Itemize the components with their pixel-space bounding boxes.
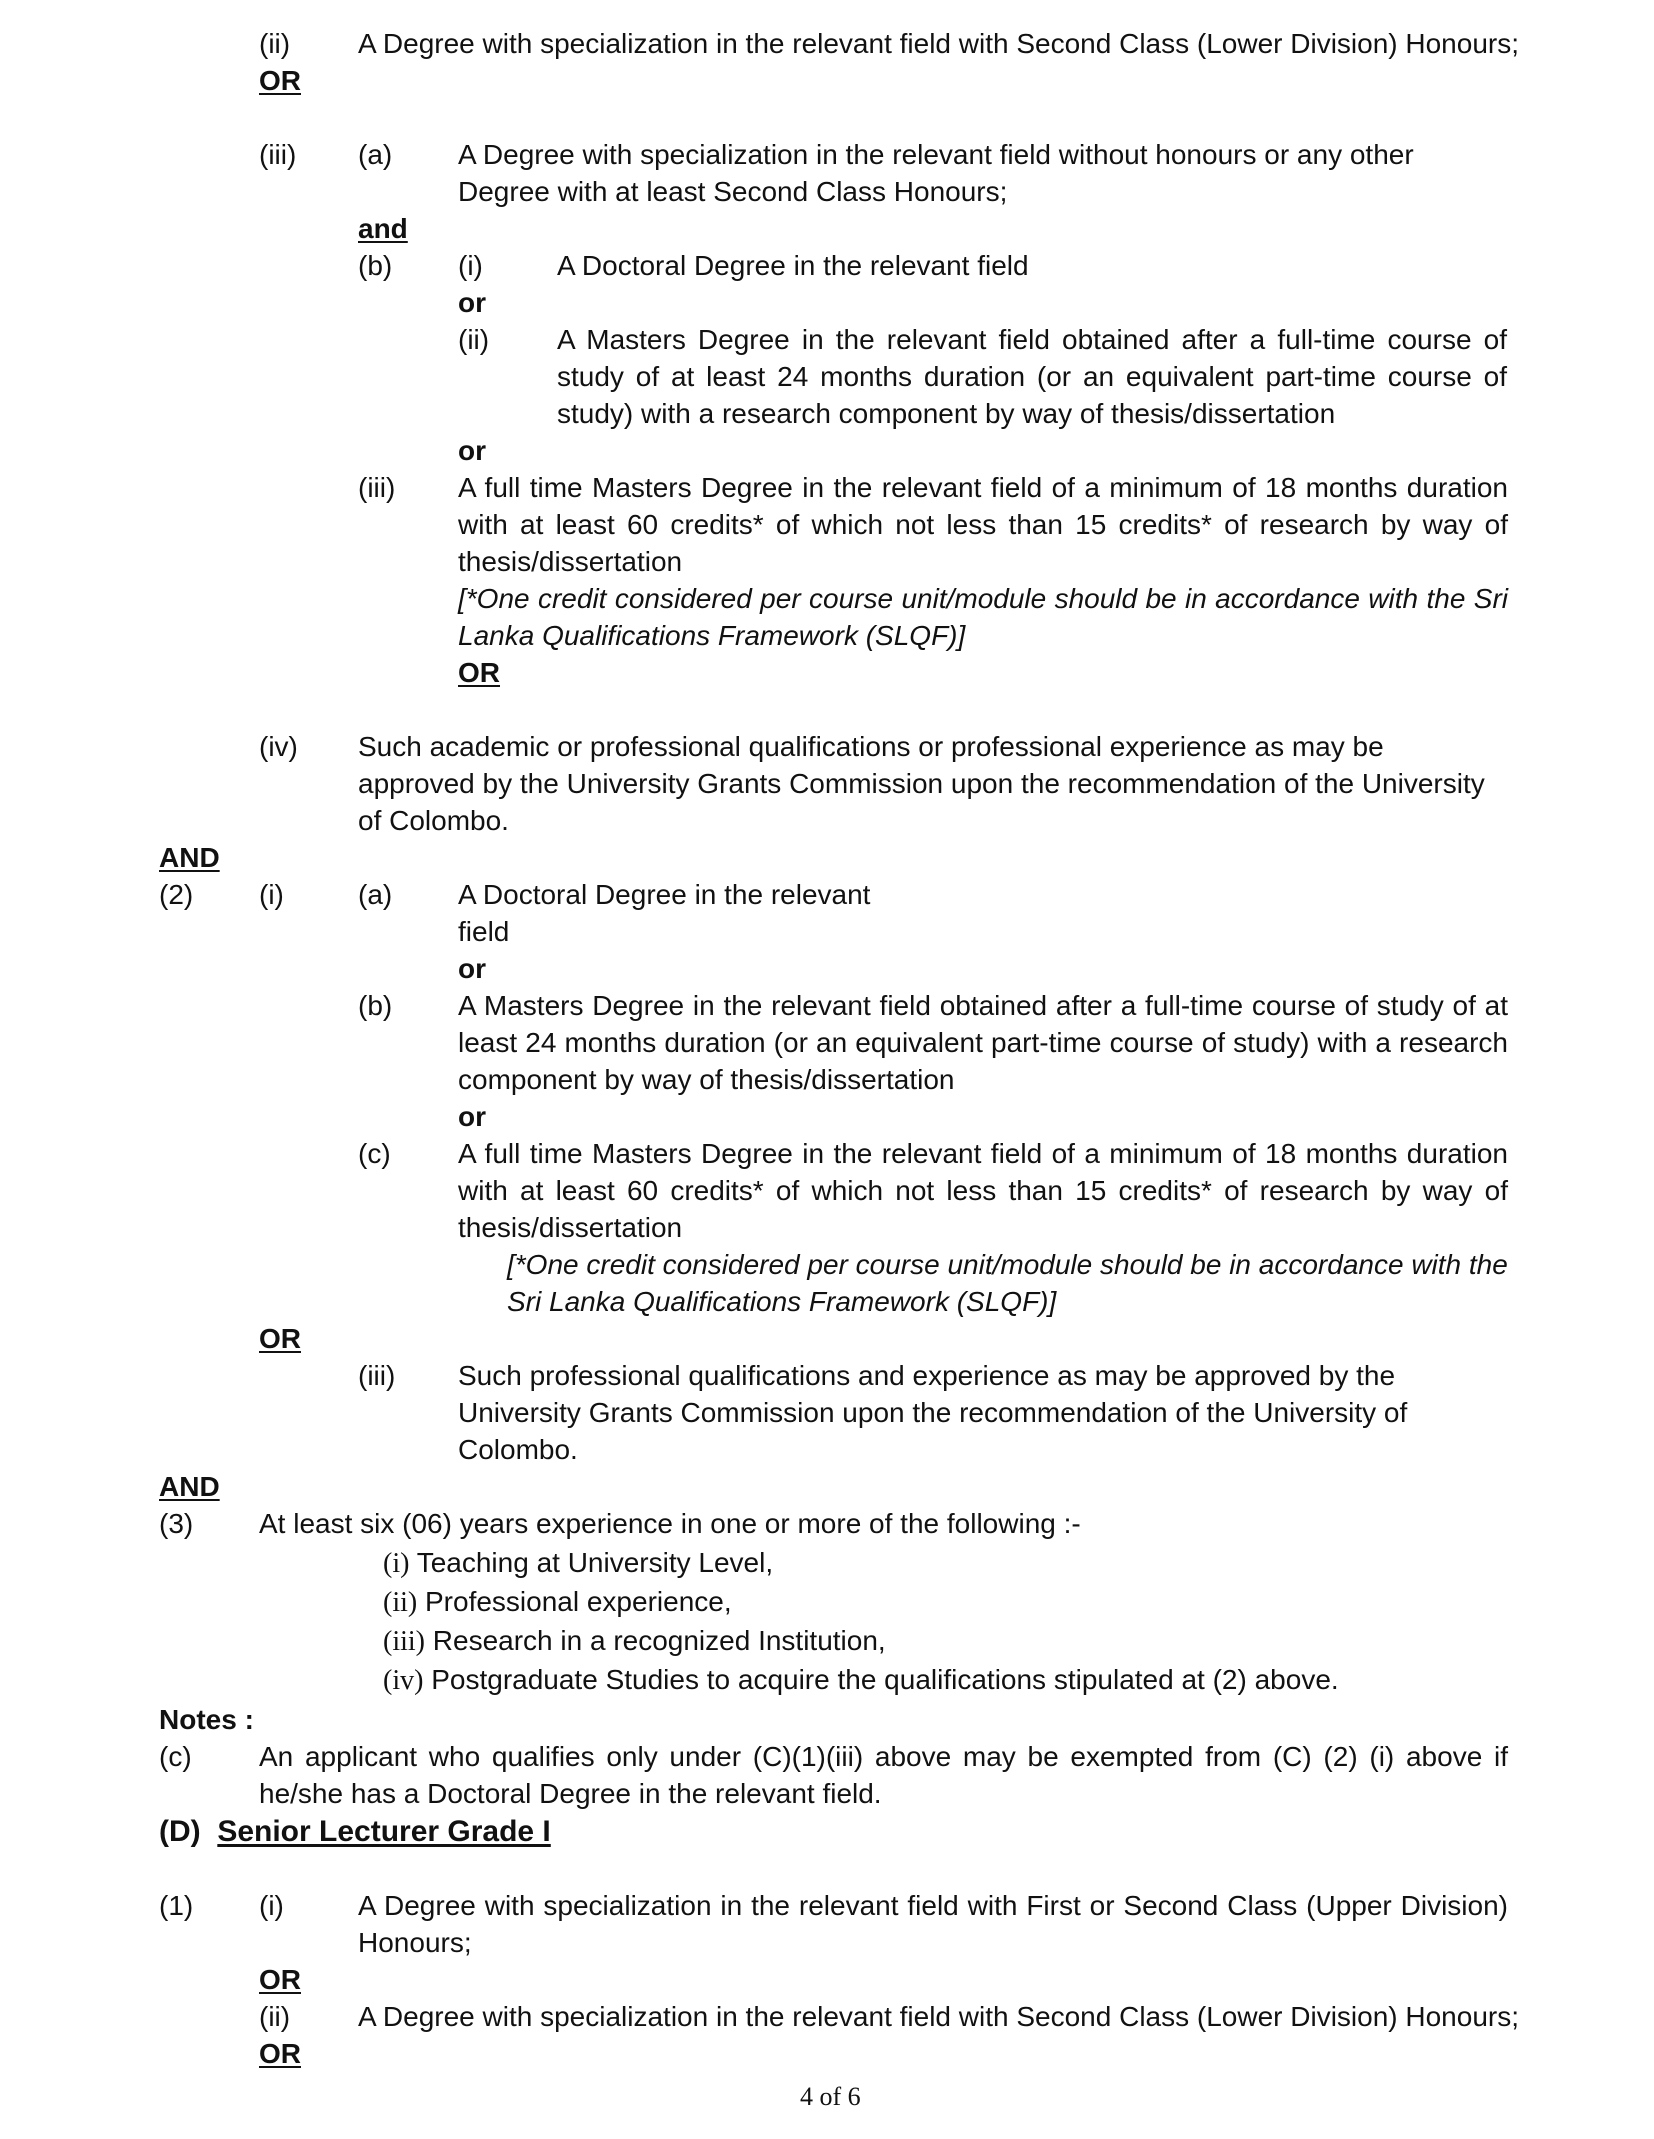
note-c-number: (c): [159, 1741, 192, 1772]
section-d-title: Senior Lecturer Grade I: [217, 1815, 551, 1848]
notes-label: Notes :: [159, 1704, 254, 1735]
section-d-ii-text: A Degree with specialization in the relevant field with Second Class (Lower Division) Honours;: [358, 2001, 1520, 2032]
credit-note: [*One credit considered per course unit/module should be in accordance with the Sri Lanka Qualifications Framework (SLQF)]: [507, 1249, 1508, 1317]
item-iii-a-text: A Degree with specialization in the relevant field without honours or any other Degree with at least Second Class Honours;: [458, 139, 1414, 207]
experience-list-item: (iii) Research in a recognized Institution,: [383, 1625, 886, 1657]
or-connector: OR: [259, 65, 301, 96]
section-2-a-text: A Doctoral Degree in the relevant: [458, 879, 871, 910]
section-d-i-text: A Degree with specialization in the relevant field with First or Second Class (Upper Division) Honours;: [358, 1890, 1508, 1958]
and-connector: AND: [159, 842, 220, 873]
or-small-connector: or: [458, 1101, 486, 1132]
section-2-c-text: A full time Masters Degree in the relevant field of a minimum of 18 months duration with at least 60 credits* of which not less than 15 credits* of research by way of thesis/dissertation: [458, 1138, 1508, 1243]
section-3-text: At least six (06) years experience in one or more of the following :-: [259, 1508, 1081, 1539]
section-2-iii-number: (iii): [358, 1360, 396, 1391]
credit-note: [*One credit considered per course unit/module should be in accordance with the Sri Lanka Qualifications Framework (SLQF)]: [458, 583, 1508, 651]
or-connector: OR: [259, 2038, 301, 2069]
section-2-iii-text: Such professional qualifications and experience as may be approved by the University Grants Commission upon the recommendation of the University of Colombo.: [458, 1360, 1408, 1465]
note-c-text: An applicant who qualifies only under (C)(1)(iii) above may be exempted from (C) (2) (i) above if he/she has a Doctoral Degree in the relevant field.: [259, 1741, 1508, 1809]
item-b-i-text: A Doctoral Degree in the relevant field: [557, 250, 1029, 281]
section-2-i-number: (i): [259, 879, 284, 910]
page-number: 4 of 6: [800, 2082, 861, 2111]
section-3-number: (3): [159, 1508, 194, 1539]
and-connector: and: [358, 213, 408, 244]
section-d-ii-number: (ii): [259, 2001, 291, 2032]
or-small-connector: or: [458, 435, 486, 466]
section-2-b-number: (b): [358, 990, 393, 1021]
item-ii-text: A Degree with specialization in the relevant field with Second Class (Lower Division) Honours;: [358, 28, 1520, 59]
section-2-a-text-cont: field: [458, 916, 510, 947]
section-2-c-number: (c): [358, 1138, 391, 1169]
item-b-iii-number: (iii): [358, 472, 396, 503]
section-2-number: (2): [159, 879, 194, 910]
or-small-connector: or: [458, 287, 486, 318]
section-2-a-number: (a): [358, 879, 393, 910]
item-iv-text: Such academic or professional qualifications or professional experience as may be approved by the University Grants Commission upon the recommendation of the University of Colombo.: [358, 731, 1485, 836]
item-b-ii-text: A Masters Degree in the relevant field obtained after a full-time course of study of at least 24 months duration (or an equivalent part-time course of study) with a research component by way of thesis/dissertation: [557, 324, 1507, 429]
or-connector: OR: [259, 1323, 301, 1354]
item-b-ii-number: (ii): [458, 324, 490, 355]
and-connector: AND: [159, 1471, 220, 1502]
item-iii-b-number: (b): [358, 250, 393, 281]
item-iv-number: (iv): [259, 731, 298, 762]
section-2-b-text: A Masters Degree in the relevant field obtained after a full-time course of study of at least 24 months duration (or an equivalent part-time course of study) with a research component by way of thesis/dissertation: [458, 990, 1508, 1095]
experience-list-item: (ii) Professional experience,: [383, 1586, 732, 1618]
item-ii-number: (ii): [259, 28, 291, 59]
experience-list-item: (i) Teaching at University Level,: [383, 1547, 774, 1579]
or-small-connector: or: [458, 953, 486, 984]
experience-list-item: (iv) Postgraduate Studies to acquire the qualifications stipulated at (2) above.: [383, 1664, 1339, 1696]
item-b-iii-text: A full time Masters Degree in the relevant field of a minimum of 18 months duration with at least 60 credits* of which not less than 15 credits* of research by way of thesis/dissertation: [458, 472, 1508, 577]
section-d-i-number: (i): [259, 1890, 284, 1921]
item-b-i-number: (i): [458, 250, 483, 281]
item-iii-number: (iii): [259, 139, 297, 170]
or-connector: OR: [259, 1964, 301, 1995]
section-d-heading: (D) Senior Lecturer Grade I: [159, 1815, 551, 1848]
section-d-1-number: (1): [159, 1890, 194, 1921]
or-connector: OR: [458, 657, 500, 688]
item-iii-a-number: (a): [358, 139, 393, 170]
